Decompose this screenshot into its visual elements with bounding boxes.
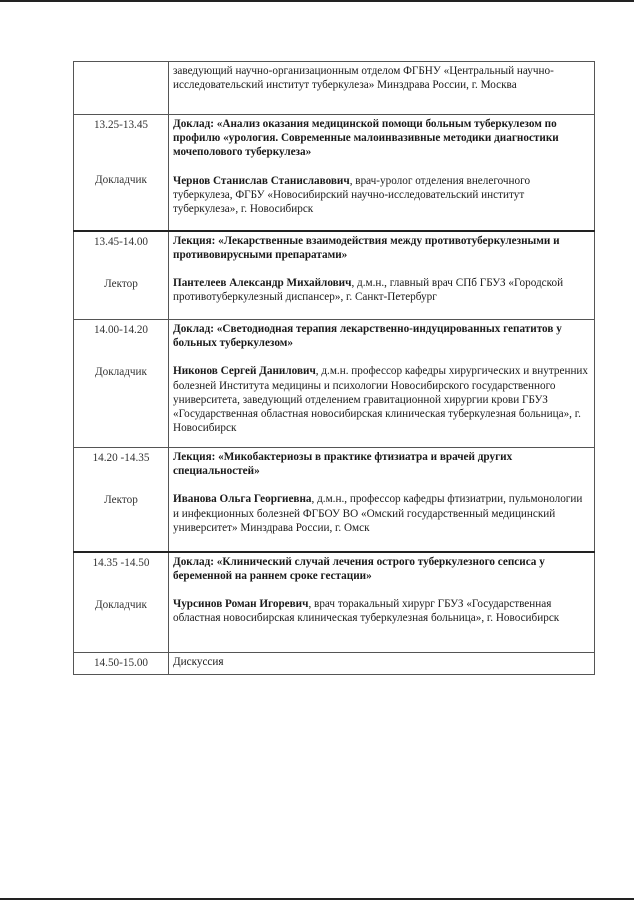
role-label: Докладчик	[95, 366, 147, 379]
speaker-info: заведующий научно-организационным отделом ФГБНУ «Центральный научно-исследовательский институт туберкулеза» Минздрава России, г. Москва	[173, 65, 554, 92]
speaker-name: Никонов Сергей Данилович	[173, 365, 316, 378]
content-cell	[169, 653, 595, 675]
content-cell	[169, 231, 595, 320]
speaker-line	[173, 597, 590, 625]
time-cell	[74, 552, 169, 653]
speaker-line	[173, 276, 590, 304]
speaker-info: , д.м.н., профессор кафедры фтизиатрии, пульмонологии и инфекционных болезней ФГБОУ ВО «Омский государственный медицинский университет» Минздрава России, г. Омск	[173, 493, 583, 534]
table-row	[74, 653, 595, 675]
talk-title: Доклад: «Анализ оказания медицинской помощи больным туберкулезом по профилю «урология. Современные малоинвазивные методики диагностики мочеполового туберкулеза»	[173, 118, 559, 159]
time-cell	[74, 448, 169, 552]
table-row	[74, 62, 595, 115]
page-top-border	[0, 0, 634, 2]
time-cell	[74, 62, 169, 115]
role-label: Лектор	[104, 277, 138, 290]
speaker-line	[173, 364, 590, 435]
content-cell	[169, 62, 595, 115]
speaker-name: Иванова Ольга Георгиевна	[173, 493, 312, 506]
speaker-info: , врач торакальный хирург ГБУЗ «Государственная областная новосибирская клиническая туберкулезная больница», г. Новосибирск	[173, 597, 560, 625]
speaker-name: Чурсинов Роман Игоревич	[173, 597, 309, 610]
speaker-info: , врач-уролог отделения внелегочного туберкулеза, ФГБУ «Новосибирский научно-исследовательский институт туберкулеза», г. Новосибирск	[173, 174, 531, 216]
role-label: Докладчик	[95, 598, 147, 611]
speaker-line	[173, 492, 590, 535]
time-cell	[74, 231, 169, 320]
time-cell	[74, 115, 169, 231]
time-slot: 14.20 -14.35	[92, 452, 150, 464]
role-label: Докладчик	[95, 174, 147, 187]
time-slot: 14.50-15.00	[93, 657, 149, 669]
time-slot: 13.45-14.00	[93, 235, 149, 248]
speaker-line	[173, 174, 590, 217]
table-row	[74, 552, 595, 653]
role-label: Лектор	[104, 494, 138, 507]
speaker-info: , д.м.н., главный врач СПб ГБУЗ «Городской противотуберкулезный диспансер», г. Санкт-Петербург	[173, 276, 564, 304]
speaker-name: Пантелеев Александр Михайлович	[173, 276, 352, 289]
content-cell	[169, 320, 595, 448]
time-cell	[74, 653, 169, 675]
table-row	[74, 320, 595, 448]
talk-title: Лекция: «Лекарственные взаимодействия между противотуберкулезными и противовирусными препаратами»	[173, 234, 560, 261]
speaker-name: Чернов Станислав Станиславович	[173, 174, 350, 187]
time-slot: 14.35 -14.50	[92, 556, 150, 569]
speaker-info: , д.м.н. профессор кафедры хирургических и внутренних болезней Института медицины и психологии Новосибирского государственного университета, заведующий отделением гравитационной хирургии крови ГБУЗ «Государственная областная новосибирская клиническая туберкулезная больница», г. Новосибирск	[173, 365, 589, 435]
content-cell	[169, 448, 595, 552]
discussion-label: Дискуссия	[173, 656, 224, 668]
program-table	[73, 61, 595, 675]
content-cell	[169, 115, 595, 231]
table-row	[74, 115, 595, 231]
talk-title: Лекция: «Микобактериозы в практике фтизиатра и врачей других специальностей»	[173, 451, 513, 478]
talk-title: Доклад: «Клинический случай лечения острого туберкулезного сепсиса у беременной на раннем сроке гестации»	[173, 555, 545, 582]
time-slot: 14.00-14.20	[93, 324, 149, 336]
table-row	[74, 231, 595, 320]
content-cell	[169, 552, 595, 653]
talk-title: Доклад: «Светодиодная терапия лекарственно-индуцированных гепатитов у больных туберкулезом»	[173, 323, 562, 350]
table-row	[74, 448, 595, 552]
time-cell	[74, 320, 169, 448]
time-slot: 13.25-13.45	[93, 119, 149, 131]
